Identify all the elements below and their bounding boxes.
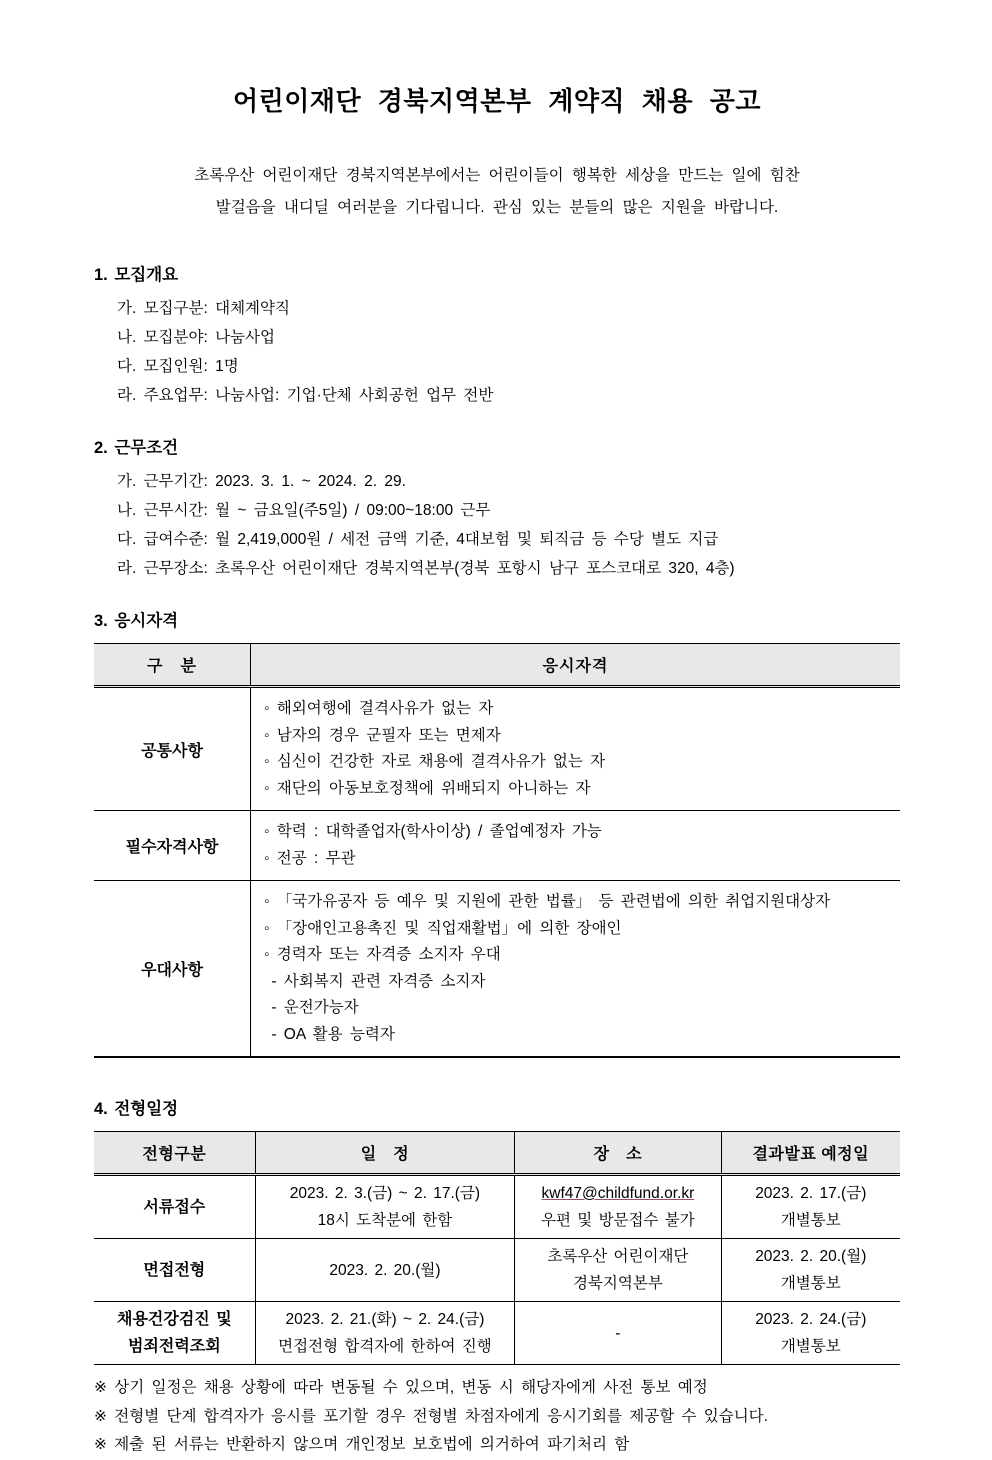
- qual-row-label: 우대사항: [94, 881, 251, 1058]
- sched-category: [94, 1302, 255, 1365]
- section-recruit-overview: [94, 264, 900, 410]
- sched-place: [515, 1175, 721, 1239]
- conditions-item: 다. 급여수준: 월 2,419,000원 / 세전 금액 기준, 4대보험 및 퇴직금 등 수당 별도 지급: [117, 531, 719, 548]
- qual-line: ◦ 재단의 아동보호정책에 위배되지 아니하는 자: [264, 779, 591, 797]
- sched-dates: [255, 1239, 515, 1302]
- overview-list: [94, 294, 900, 410]
- section-heading-overview: 1. 모집개요: [94, 266, 179, 284]
- sched-place-line: 우편 및 방문접수 불가: [541, 1212, 695, 1229]
- note-line: ※ 제출 된 서류는 반환하지 않으며 개인정보 보호법에 의거하여 파기처리 함: [94, 1436, 630, 1453]
- qual-line: ◦ 전공 : 무관: [264, 849, 356, 867]
- qual-row-label: 공통사항: [141, 742, 203, 760]
- conditions-item: 가. 근무기간: 2023. 3. 1. ~ 2024. 2. 29.: [117, 473, 406, 490]
- qual-row-content: [251, 687, 901, 811]
- sched-place-line: 초록우산 어린이재단: [547, 1248, 689, 1265]
- qual-header-detail: 응시자격: [251, 644, 901, 687]
- intro-line-2: 발걸음을 내디딜 여러분을 기다립니다. 관심 있는 분들의 많은 지원을 바랍니다.: [215, 199, 779, 216]
- note-line: ※ 상기 일정은 채용 상황에 따라 변동될 수 있으며, 변동 시 해당자에게 사전 통보 예정: [94, 1379, 708, 1396]
- sched-result-line: 2023. 2. 24.(금): [755, 1311, 867, 1328]
- sched-category: 면접전형: [94, 1239, 255, 1302]
- section-heading-conditions: 2. 근무조건: [94, 439, 179, 457]
- sched-result-line: 개별통보: [780, 1338, 841, 1355]
- qual-header-row: [94, 644, 900, 687]
- qual-line: ◦ 남자의 경우 군필자 또는 면제자: [264, 726, 501, 744]
- qual-line: - 사회복지 관련 자격증 소지자: [264, 972, 486, 990]
- sched-header-category: 전형구분: [94, 1132, 255, 1175]
- qual-header-category: 구 분: [94, 644, 251, 687]
- sched-header-row: [94, 1132, 900, 1175]
- qual-line: ◦ 학력 : 대학졸업자(학사이상) / 졸업예정자 가능: [264, 823, 602, 840]
- overview-item: 다. 모집인원: 1명: [117, 358, 239, 375]
- qual-row-required: [94, 811, 900, 881]
- sched-place-line: -: [615, 1324, 621, 1342]
- qualifications-table: [94, 643, 900, 1058]
- sched-row-health-check: [94, 1302, 900, 1365]
- qual-line: ◦ 심신이 건강한 자로 채용에 결격사유가 없는 자: [264, 753, 606, 770]
- qual-line: - OA 활용 능력자: [264, 1025, 395, 1043]
- qual-line: ◦ 「국가유공자 등 예우 및 지원에 관한 법률」 등 관련법에 의한 취업지원대상자: [264, 893, 831, 910]
- qual-row-common: [94, 687, 900, 811]
- sched-place: [515, 1239, 721, 1302]
- sched-row-application: [94, 1175, 900, 1239]
- sched-header-place: 장 소: [515, 1132, 721, 1175]
- sched-result: [721, 1302, 900, 1365]
- qual-row-label: 필수자격사항: [94, 811, 251, 881]
- sched-dates: [255, 1302, 515, 1365]
- sched-result-line: 개별통보: [780, 1212, 841, 1229]
- sched-result: [721, 1175, 900, 1239]
- intro-line-1: 초록우산 어린이재단 경북지역본부에서는 어린이들이 행복한 세상을 만드는 일에 힘찬: [194, 167, 800, 184]
- section-heading-qualifications: 3. 응시자격: [94, 612, 179, 630]
- section-heading-schedule: 4. 전형일정: [94, 1100, 179, 1118]
- sched-category-line: 범죄전력조회: [127, 1338, 221, 1355]
- sched-row-interview: [94, 1239, 900, 1302]
- sched-category-line: 채용건강검진 및: [117, 1311, 232, 1328]
- qual-line: ◦ 해외여행에 결격사유가 없는 자: [264, 700, 494, 717]
- section-work-conditions: [94, 437, 900, 583]
- qual-row-content: [251, 881, 901, 1058]
- section-qualifications: [94, 610, 900, 1058]
- sched-result-line: 2023. 2. 17.(금): [755, 1185, 867, 1202]
- schedule-table: [94, 1131, 900, 1365]
- sched-dates-line: 면접전형 합격자에 한하여 진행: [278, 1338, 492, 1355]
- sched-dates-line: 2023. 2. 20.(월): [329, 1261, 441, 1279]
- overview-item: 라. 주요업무: 나눔사업: 기업·단체 사회공헌 업무 전반: [117, 387, 494, 404]
- overview-item: 나. 모집분야: 나눔사업: [117, 329, 275, 346]
- sched-place-line: 경북지역본부: [572, 1275, 663, 1292]
- qual-row-content: [251, 811, 901, 881]
- note-line: ※ 전형별 단계 합격자가 응시를 포기할 경우 전형별 차점자에게 응시기회를 제공할 수 있습니다.: [94, 1407, 768, 1425]
- conditions-item: 나. 근무시간: 월 ~ 금요일(주5일) / 09:00~18:00 근무: [117, 502, 491, 519]
- sched-result-line: 2023. 2. 20.(월): [755, 1248, 867, 1265]
- conditions-list: [94, 467, 900, 583]
- sched-dates-line: 2023. 2. 21.(화) ~ 2. 24.(금): [285, 1311, 485, 1328]
- conditions-item: 라. 근무장소: 초록우산 어린이재단 경북지역본부(경북 포항시 남구 포스코대로 320, 4층): [117, 560, 735, 577]
- sched-dates-line: 18시 도착분에 한함: [317, 1212, 453, 1229]
- sched-dates-line: 2023. 2. 3.(금) ~ 2. 17.(금): [289, 1185, 481, 1202]
- sched-result: [721, 1239, 900, 1302]
- qual-row-preferred: [94, 881, 900, 1058]
- overview-item: 가. 모집구분: 대체계약직: [117, 300, 290, 317]
- qual-line: - 운전가능자: [264, 999, 359, 1016]
- page-title: 어린이재단 경북지역본부 계약직 채용 공고: [233, 86, 761, 116]
- qual-line: ◦ 「장애인고용촉진 및 직업재활법」에 의한 장애인: [264, 919, 622, 937]
- intro-paragraph: [94, 160, 900, 224]
- email-link[interactable]: kwf47@childfund.or.kr: [541, 1185, 695, 1202]
- footer-notes: [94, 1374, 900, 1460]
- section-schedule: [94, 1098, 900, 1460]
- sched-header-result: 결과발표 예정일: [721, 1132, 900, 1175]
- sched-result-line: 개별통보: [780, 1275, 841, 1292]
- sched-dates: [255, 1175, 515, 1239]
- sched-header-dates: 일 정: [255, 1132, 515, 1175]
- sched-category: 서류접수: [143, 1198, 206, 1216]
- sched-place: [515, 1302, 721, 1365]
- qual-line: ◦ 경력자 또는 자격증 소지자 우대: [264, 946, 501, 963]
